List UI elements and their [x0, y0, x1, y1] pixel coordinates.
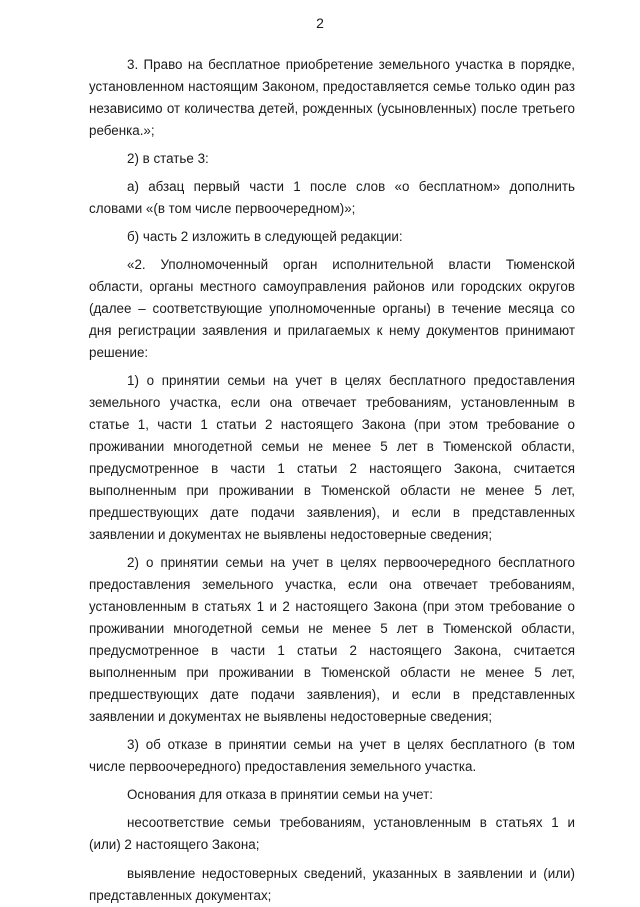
- paragraph-ground-nonconformity: несоответствие семьи требованиям, установленным в статьях 1 и (или) 2 настоящего Закона;: [89, 815, 575, 852]
- paragraph-decision-1: 1) о принятии семьи на учет в целях бесплатного предоставления земельного участка, если она отвечает требованиям, установленным в статье 1, части 1 статьи 2 настоящего Закона (при этом требование о проживании многодетной семьи не менее 5 лет в Тюменской области, предусмотренное в части 1 статьи 2 настоящего Закона, считается выполненным при проживании в Тюменской области не менее 5 лет, предшествующих дате подачи заявления), и если в представленных заявлении и документах не выявлены недостоверные сведения;: [89, 373, 575, 542]
- paragraph-decision-2: 2) о принятии семьи на учет в целях первоочередного бесплатного предоставления земельного участка, если она отвечает требованиям, установленным в статьях 1 и 2 настоящего Закона (при этом требование о проживании многодетной семьи не менее 5 лет в Тюменской области, предусмотренное в части 1 статьи 2 настоящего Закона, считается выполненным при проживании в Тюменской области не менее 5 лет, предшествующих дате подачи заявления), и если в представленных заявлении и документах не выявлены недостоверные сведения;: [89, 555, 575, 724]
- paragraph-amendment-b: б) часть 2 изложить в следующей редакции:: [127, 229, 403, 244]
- paragraph-amendment-a: а) абзац первый части 1 после слов «о бесплатном» дополнить словами «(в том числе первоочередном)»;: [89, 179, 575, 216]
- paragraph-part-2-new-text: «2. Уполномоченный орган исполнительной власти Тюменской области, органы местного самоуправления районов или городских округов (далее – соответствующие уполномоченные органы) в течение месяца со дня регистрации заявления и прилагаемых к нему документов принимают решение:: [89, 257, 575, 360]
- document-body: [89, 54, 575, 907]
- page-number: 2: [316, 15, 324, 31]
- paragraph-ground-false-info: выявление недостоверных сведений, указанных в заявлении и (или) представленных документах;: [89, 866, 575, 903]
- paragraph-article-3-intro: 2) в статье 3:: [127, 151, 209, 166]
- paragraph-item-3-right: 3. Право на бесплатное приобретение земельного участка в порядке, установленном настоящим Законом, предоставляется семье только один раз независимо от количества детей, рожденных (усыновленных) после третьего ребенка.»;: [89, 57, 575, 138]
- paragraph-decision-3: 3) об отказе в принятии семьи на учет в целях бесплатного (в том числе первоочередного) предоставления земельного участка.: [89, 737, 575, 774]
- paragraph-refusal-grounds: Основания для отказа в принятии семьи на учет:: [127, 787, 433, 802]
